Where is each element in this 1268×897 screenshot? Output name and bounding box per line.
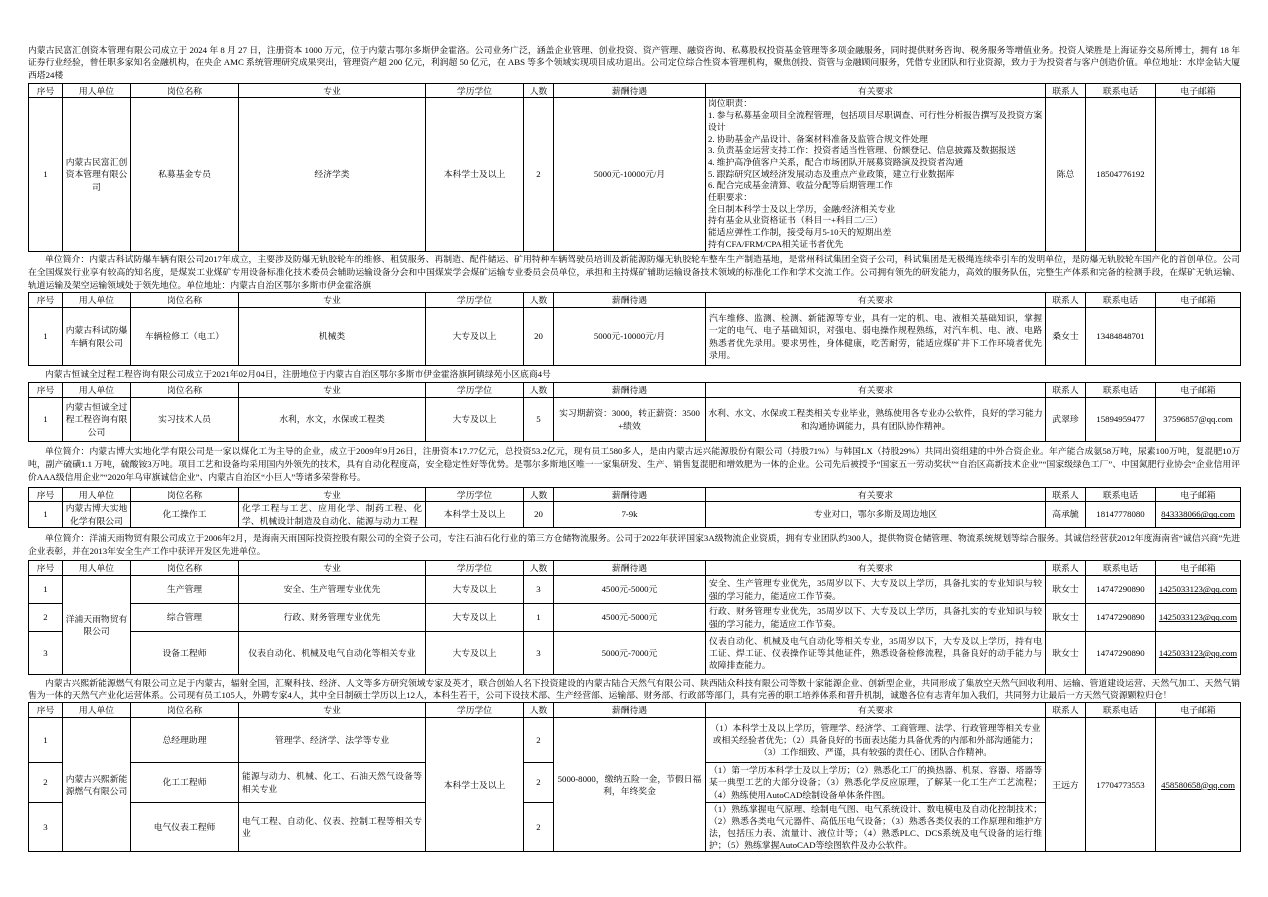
job-table <box>28 382 1241 442</box>
row-requirements: （1）第一学历本科学士及以上学历；（2）熟悉化工厂的换热器、机泵、容器、塔器等某一典型工艺的大部分设备；（3）熟悉化学反应原理，了解某一化工生产工艺流程；（4）熟练使用AutoCAD绘制设备单体条件图。 <box>706 763 1046 803</box>
header-contact: 联系人 <box>1046 383 1086 398</box>
company-intro: 单位简介：内蒙古博大实地化学有限公司是一家以煤化工为主导的企业，成立于2009年9月26日，注册资本17.77亿元，总投资53.2亿元，现有员工580多人，是由内蒙古远兴能源股份有限公司（持股71%）与韩国LX（持股29%）共同出资组建的中外合资企业。年产能合成氨58万吨，尿素100万吨，复混肥10万吨，副产硫磺1.1 万吨，硫酸铵3万吨。项目工艺和设备均采用国内外领先的技术，具有自动化程度高，安全稳定性好等优势。是鄂尔多斯地区唯一一家集研发、生产、销售复混肥和增效肥为一体的企业。公司先后被授予“国家五一劳动奖状”“自治区高新技术企业”“国家级绿色工厂”、中国氮肥行业协会“企业信用评价AAA级信用企业”“2020年乌审旗诚信企业”、内蒙古自治区“小巨人”等诸多荣誉称号。 <box>28 446 1240 482</box>
row-degree: 大专及以上 <box>426 632 524 675</box>
row-email-cell <box>1156 576 1241 604</box>
header-phone: 联系电话 <box>1086 293 1156 308</box>
header-major: 专业 <box>239 84 426 98</box>
email-link[interactable]: 458580658@qq.com <box>1161 779 1235 790</box>
table-header-row <box>29 383 1241 398</box>
job-table <box>28 292 1241 366</box>
header-salary: 薪酬待遇 <box>554 84 706 98</box>
header-position: 岗位名称 <box>131 561 239 576</box>
job-table <box>28 487 1241 528</box>
row-requirements: 水利、水文、水保或工程类相关专业毕业，熟练使用各专业办公软件，良好的学习能力和沟通协调能力，具有团队协作精神。 <box>706 398 1046 442</box>
table-row <box>29 308 1241 366</box>
company-intro: 单位简介：内蒙古科试防爆车辆有限公司2017年成立，主要涉及防爆无轨胶轮车的维修、租赁服务、再制造、配件储运、矿用特种车辆驾驶员培训及新能源防爆无轨胶轮车整车生产制造基地，是常州科试集团全资子公司，科试集团是无极绳连续牵引车的发明单位，是防爆无轨胶轮车国产化的首创单位。公司在全国煤炭行业享有较高的知名度，是煤炭工业煤矿专用设备标准化技术委员会辅助运输设备分会和中国煤炭学会煤矿运输专业委员会员单位，承担和主持煤矿辅助运输设备技术领域的标准化工作和学术交流工作。公司拥有领先的研发能力，高效的服务队伍，完整生产体系和完备的检测手段，在煤矿无轨运输、轨道运输及架空运输领域处于领先地位。单位地址：内蒙古自治区鄂尔多斯市伊金霍洛旗 <box>28 254 1240 290</box>
header-requirements: 有关要求 <box>706 703 1046 718</box>
row-requirements: 专业对口，鄂尔多斯及周边地区 <box>706 502 1046 528</box>
table-row <box>29 398 1241 442</box>
row-phone: 13484848701 <box>1086 308 1156 366</box>
row-requirements: 岗位职责： 1. 参与私募基金项目全流程管理，包括项目尽职调查、可行性分析报告撰写及投资方案设计 2. 协助基金产品设计、备案材料准备及监管合规文件处理 3. 负责基金运营支持工作：投资者适当性管理、份额登记、信息披露及数据报送 4. 维护高净值客户关系，配合市场团队开展募资路演及投资者沟通 5. 跟踪研究区域经济发展动态及重点产业政策，建立行业数据库 6. 配合完成基金清算、收益分配等后期管理工作 任职要求： 全日制本科学士及以上学历，金融/经济相关专业 持有基金从业资格证书（科目一+科目二/三） 能适应弹性工作制，接受每月5-10天的短期出差 持有CFA/FRM/CPA相关证书者优先 <box>706 98 1046 252</box>
header-major: 专业 <box>239 561 426 576</box>
row-major: 安全、生产管理专业优先 <box>239 576 426 604</box>
header-phone: 联系电话 <box>1086 561 1156 576</box>
row-no: 2 <box>29 604 63 632</box>
header-position: 岗位名称 <box>131 293 239 308</box>
header-email: 电子邮箱 <box>1156 84 1241 98</box>
header-requirements: 有关要求 <box>706 383 1046 398</box>
row-phone: 18147778080 <box>1086 502 1156 528</box>
table-header-row <box>29 84 1241 98</box>
header-phone: 联系电话 <box>1086 488 1156 502</box>
row-position: 私募基金专员 <box>131 98 239 252</box>
row-major: 水利，水文，水保或工程类 <box>239 398 426 442</box>
header-employer: 用人单位 <box>63 84 131 98</box>
row-major: 仪表自动化、机械及电气自动化等相关专业 <box>239 632 426 675</box>
row-requirements: （1）本科学士及以上学历，管理学、经济学、工商管理、法学、行政管理等相关专业或相关经验者优先；（2）具备良好的书面表达能力具备优秀的内部和外部沟通能力；（3）工作细致、严谨，具有较强的责任心、团队合作精神。 <box>706 718 1046 763</box>
row-contact: 王远方 <box>1046 718 1086 852</box>
header-email: 电子邮箱 <box>1156 561 1241 576</box>
row-major: 能源与动力、机械、化工、石油天然气设备等相关专业 <box>239 763 426 803</box>
row-email <box>1156 308 1241 366</box>
row-contact: 耿女士 <box>1046 632 1086 675</box>
row-email: 37596857@qq.com <box>1156 398 1241 442</box>
row-no: 1 <box>29 718 63 763</box>
row-major: 管理学、经济学、法学等专业 <box>239 718 426 763</box>
header-position: 岗位名称 <box>131 84 239 98</box>
header-count: 人数 <box>524 703 554 718</box>
header-salary: 薪酬待遇 <box>554 293 706 308</box>
header-major: 专业 <box>239 703 426 718</box>
row-degree: 大专及以上 <box>426 576 524 604</box>
table-row <box>29 502 1241 528</box>
row-no: 1 <box>29 398 63 442</box>
header-phone: 联系电话 <box>1086 84 1156 98</box>
row-count: 3 <box>524 632 554 675</box>
row-count: 2 <box>524 803 554 852</box>
header-employer: 用人单位 <box>63 383 131 398</box>
header-email: 电子邮箱 <box>1156 293 1241 308</box>
row-requirements: 汽车维修、监测、检测、新能源等专业，具有一定的机、电、液相关基础知识，掌握一定的电气、电子基础知识，对强电、弱电操作规程熟练，对汽车机、电、液、电路熟悉者优先录用。要求男性，身体健康，吃苦耐劳，能适应煤矿井下工作环境者优先录用。 <box>706 308 1046 366</box>
row-degree: 大专及以上 <box>426 604 524 632</box>
table-header-row <box>29 293 1241 308</box>
table-row <box>29 718 1241 763</box>
header-count: 人数 <box>524 488 554 502</box>
row-count: 3 <box>524 576 554 604</box>
row-degree: 本科学士及以上 <box>426 718 524 852</box>
row-salary: 5000元-10000元/月 <box>554 98 706 252</box>
header-count: 人数 <box>524 293 554 308</box>
row-major: 化学工程与工艺、应用化学、制药工程、化学、机械设计制造及自动化、能源与动力工程 <box>239 502 426 528</box>
header-employer: 用人单位 <box>63 703 131 718</box>
header-degree: 学历学位 <box>426 84 524 98</box>
row-salary: 4500元-5000元 <box>554 604 706 632</box>
row-email <box>1156 98 1241 252</box>
table-header-row <box>29 488 1241 502</box>
row-position: 实习技术人员 <box>131 398 239 442</box>
row-count: 1 <box>524 604 554 632</box>
row-no: 1 <box>29 308 63 366</box>
header-email: 电子邮箱 <box>1156 703 1241 718</box>
job-table <box>28 560 1241 675</box>
header-position: 岗位名称 <box>131 703 239 718</box>
row-no: 3 <box>29 632 63 675</box>
header-contact: 联系人 <box>1046 703 1086 718</box>
row-requirements: 仪表自动化、机械及电气自动化等相关专业，35周岁以下，大专及以上学历，持有电工证、焊工证、仪表操作证等其他证件，熟悉设备检修流程，具备良好的动手能力与故障排查能力。 <box>706 632 1046 675</box>
header-contact: 联系人 <box>1046 488 1086 502</box>
row-phone: 17704773553 <box>1086 718 1156 852</box>
row-employer: 洋浦天雨物贸有限公司 <box>63 576 131 675</box>
row-salary: 5000元-10000元/月 <box>554 308 706 366</box>
company-intro: 内蒙古民富汇创资本管理有限公司成立于 2024 年 8 月 27 日，注册资本 1000 万元，位于内蒙古鄂尔多斯伊金霍洛。公司业务广泛，涵盖企业管理、创业投资、资产管理、融资咨询、私募股权投资基金管理等多项金融服务，同时提供财务咨询、税务服务等增值业务。投资人梁胜是上海证券交易所博士，拥有 18 年证券行业经验，曾任职多家知名金融机构，在央企 AMC 系统管理研究成果突出，管理资产超 200 亿元，利润超 50 亿元，在 ABS 等多个领域实现项目成功退出。公司定位综合性资本管理机构，聚焦创投、资管与金融顾问服务，凭借专业团队和行业资源，致力于为投资者与客户创造价值。单位地址：水岸金钻大厦西塔24楼 <box>28 45 1240 80</box>
table-row <box>29 632 1241 675</box>
row-count: 20 <box>524 308 554 366</box>
row-major: 机械类 <box>239 308 426 366</box>
row-degree: 本科学士及以上 <box>426 98 524 252</box>
row-contact: 耿女士 <box>1046 604 1086 632</box>
row-no: 3 <box>29 803 63 852</box>
company-intro: 内蒙古兴熙新能源燃气有限公司立足于内蒙古，辐射全国，汇聚科技、经济、人文等多方研究领域专家及英才，联合创始人名下投资建设的内蒙古陆合天然气有限公司、陕西陆众科技有限公司等数十家能源企业、创新型企业，共同形成了集放空天然气回收利用、运输、管道建设运营、天然气加工、天然气销售为一体的天然气产业化运营体系。公司现有员工105人，外聘专家4人，其中全日制硕士学历以上12人，本科生若干，公司下设技术部、生产经营部、运输部、财务部、行政部等部门，具有完善的职工培养体系和晋升机制，诚邀各位有志青年加入我们，共同努力让最后一方天然气资源颗粒归仓！ <box>28 678 1240 701</box>
row-position: 生产管理 <box>131 576 239 604</box>
row-position: 设备工程师 <box>131 632 239 675</box>
row-degree: 本科学士及以上 <box>426 502 524 528</box>
email-link[interactable]: 1425033123@qq.com <box>1158 584 1238 595</box>
header-salary: 薪酬待遇 <box>554 703 706 718</box>
email-link[interactable]: 1425033123@qq.com <box>1158 612 1238 623</box>
row-major: 行政、财务管理专业优先 <box>239 604 426 632</box>
row-employer: 内蒙古民富汇创资本管理有限公司 <box>63 98 131 252</box>
row-contact: 桑女士 <box>1046 308 1086 366</box>
row-salary: 5000-8000，缴纳五险一金，节假日福利，年终奖金 <box>554 718 706 852</box>
header-email: 电子邮箱 <box>1156 383 1241 398</box>
header-employer: 用人单位 <box>63 293 131 308</box>
header-phone: 联系电话 <box>1086 383 1156 398</box>
row-position: 化工操作工 <box>131 502 239 528</box>
row-contact: 武翠珍 <box>1046 398 1086 442</box>
row-contact: 高承毓 <box>1046 502 1086 528</box>
header-employer: 用人单位 <box>63 488 131 502</box>
row-position: 总经理助理 <box>131 718 239 763</box>
header-position: 岗位名称 <box>131 383 239 398</box>
header-requirements: 有关要求 <box>706 561 1046 576</box>
row-no: 1 <box>29 576 63 604</box>
row-phone: 14747290890 <box>1086 632 1156 675</box>
job-table <box>28 702 1241 852</box>
row-salary: 实习期薪资：3000，转正薪资：3500+绩效 <box>554 398 706 442</box>
header-count: 人数 <box>524 383 554 398</box>
header-employer: 用人单位 <box>63 561 131 576</box>
header-phone: 联系电话 <box>1086 703 1156 718</box>
header-count: 人数 <box>524 84 554 98</box>
header-requirements: 有关要求 <box>706 293 1046 308</box>
company-intro: 内蒙古恒诚全过程工程咨询有限公司成立于2021年02月04日，注册地位于内蒙古自治区鄂尔多斯市伊金霍洛旗阿镇绿苑小区底商4号 <box>45 369 551 379</box>
row-position: 化工工程师 <box>131 763 239 803</box>
header-degree: 学历学位 <box>426 488 524 502</box>
header-contact: 联系人 <box>1046 561 1086 576</box>
header-requirements: 有关要求 <box>706 488 1046 502</box>
header-no: 序号 <box>29 383 63 398</box>
header-salary: 薪酬待遇 <box>554 561 706 576</box>
row-employer: 内蒙古科试防爆车辆有限公司 <box>63 308 131 366</box>
row-count: 2 <box>524 763 554 803</box>
row-employer: 内蒙古兴熙新能源燃气有限公司 <box>63 718 131 852</box>
header-no: 序号 <box>29 293 63 308</box>
row-count: 5 <box>524 398 554 442</box>
header-no: 序号 <box>29 84 63 98</box>
table-header-row <box>29 703 1241 718</box>
row-requirements: （1）熟练掌握电气原理、绘制电气图、电气系统设计、数电模电及自动化控制技术；（2）熟悉各类电气元器件、高低压电气设备；（3）熟悉各类仪表的工作原理和维护方法，包括压力表、流量计、液位计等；（4）熟悉PLC、DCS系统及电气设备的运行维护；（5）熟练掌握AutoCAD等绘图软件及办公软件。 <box>706 803 1046 852</box>
row-requirements: 安全、生产管理专业优先，35周岁以下、大专及以上学历，具备扎实的专业知识与较强的学习能力，能适应工作节奏。 <box>706 576 1046 604</box>
table-row <box>29 98 1241 252</box>
row-major: 电气工程、自动化、仪表、控制工程等相关专业 <box>239 803 426 852</box>
header-no: 序号 <box>29 488 63 502</box>
header-no: 序号 <box>29 703 63 718</box>
row-no: 1 <box>29 502 63 528</box>
header-major: 专业 <box>239 383 426 398</box>
row-email-cell <box>1156 604 1241 632</box>
row-no: 1 <box>29 98 63 252</box>
row-email-cell <box>1156 502 1241 528</box>
company-intro: 单位简介：洋浦天雨物贸有限公司成立于2006年2月，是海南天雨国际投资控股有限公司的全资子公司，专注石油石化行业的第三方仓储物流服务。公司于2022年获评国家3A级物流企业资质，拥有专业团队约300人，提供物资仓储管理、物流系统规划等综合服务。其诚信经营获2012年度海南省“诚信兴商”先进企业表彰，并在2013年安全生产工作中获评开发区先进单位。 <box>28 533 1240 556</box>
row-salary: 7-9k <box>554 502 706 528</box>
header-degree: 学历学位 <box>426 383 524 398</box>
row-email-cell <box>1156 718 1241 852</box>
header-degree: 学历学位 <box>426 293 524 308</box>
header-salary: 薪酬待遇 <box>554 383 706 398</box>
row-employer: 内蒙古博大实地化学有限公司 <box>63 502 131 528</box>
row-count: 2 <box>524 98 554 252</box>
header-no: 序号 <box>29 561 63 576</box>
header-email: 电子邮箱 <box>1156 488 1241 502</box>
header-requirements: 有关要求 <box>706 84 1046 98</box>
header-count: 人数 <box>524 561 554 576</box>
row-degree: 大专及以上 <box>426 398 524 442</box>
job-table <box>28 83 1241 252</box>
recruitment-document <box>28 43 1240 852</box>
row-position: 综合管理 <box>131 604 239 632</box>
row-phone: 14747290890 <box>1086 604 1156 632</box>
row-contact: 陈总 <box>1046 98 1086 252</box>
header-major: 专业 <box>239 293 426 308</box>
table-row <box>29 576 1241 604</box>
row-employer: 内蒙古恒诚全过程工程咨询有限公司 <box>63 398 131 442</box>
header-position: 岗位名称 <box>131 488 239 502</box>
table-row <box>29 604 1241 632</box>
row-major: 经济学类 <box>239 98 426 252</box>
row-phone: 15894959477 <box>1086 398 1156 442</box>
row-count: 2 <box>524 718 554 763</box>
header-degree: 学历学位 <box>426 703 524 718</box>
row-position: 车辆检修工（电工） <box>131 308 239 366</box>
row-count: 20 <box>524 502 554 528</box>
row-email-cell <box>1156 632 1241 675</box>
row-no: 2 <box>29 763 63 803</box>
header-contact: 联系人 <box>1046 293 1086 308</box>
row-position: 电气仪表工程师 <box>131 803 239 852</box>
email-link[interactable]: 1425033123@qq.com <box>1158 647 1238 658</box>
row-phone: 14747290890 <box>1086 576 1156 604</box>
header-salary: 薪酬待遇 <box>554 488 706 502</box>
row-salary: 4500元-5000元 <box>554 576 706 604</box>
row-salary: 5000元-7000元 <box>554 632 706 675</box>
header-degree: 学历学位 <box>426 561 524 576</box>
row-contact: 耿女士 <box>1046 576 1086 604</box>
header-major: 专业 <box>239 488 426 502</box>
row-degree: 大专及以上 <box>426 308 524 366</box>
table-header-row <box>29 561 1241 576</box>
row-requirements: 行政、财务管理专业优先，35周岁以下、大专及以上学历，具备扎实的专业知识与较强的学习能力，能适应工作节奏。 <box>706 604 1046 632</box>
header-contact: 联系人 <box>1046 84 1086 98</box>
row-phone: 18504776192 <box>1086 98 1156 252</box>
email-link[interactable]: 843338066@qq.com <box>1161 509 1235 520</box>
